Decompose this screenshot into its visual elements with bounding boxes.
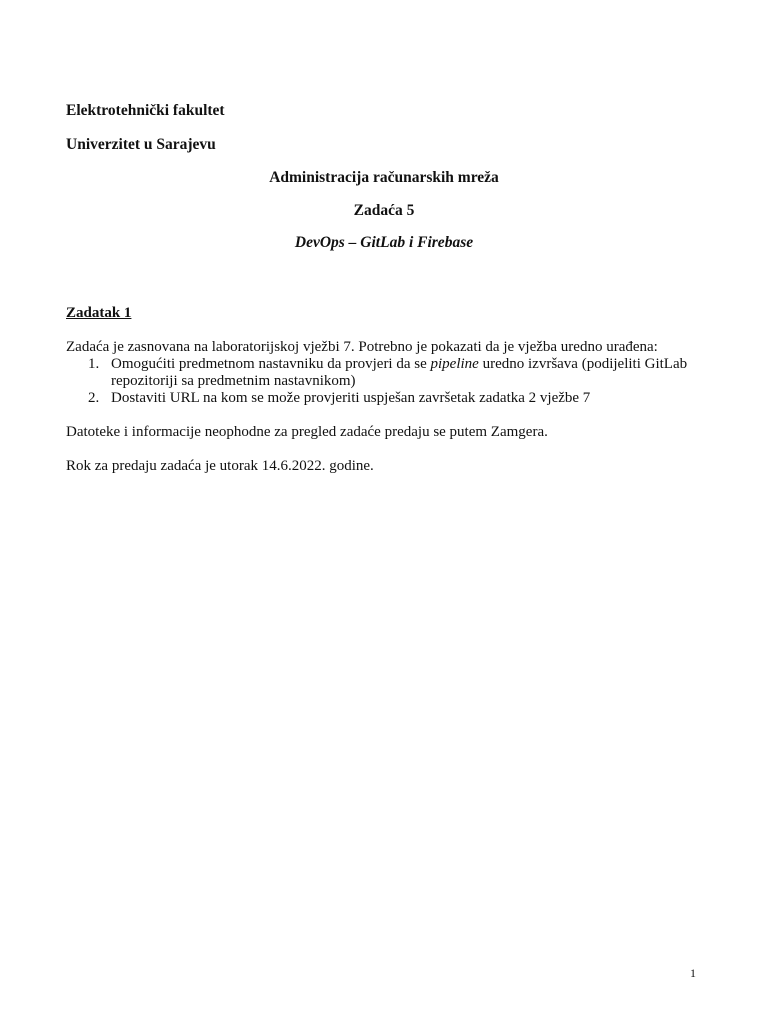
assignment-title: Zadaća 5: [353, 202, 415, 219]
assignment-topic: DevOps – GitLab i Firebase: [294, 234, 474, 251]
submission-info: Datoteke i informacije neophodne za pregled zadaće predaju se putem Zamgera.: [66, 424, 548, 440]
list-item-text-after: uredno izvršava (podijeliti GitLab: [478, 356, 688, 372]
list-item-text: Dostaviti URL na kom se može provjeriti uspješan završetak zadatka 2 vježbe 7: [111, 390, 591, 406]
pipeline-emphasis: pipeline: [430, 356, 479, 372]
list-item-continuation: repozitoriji sa predmetnim nastavnikom): [111, 373, 356, 389]
deadline-text: Rok za predaju zadaća je utorak 14.6.2022. godine.: [66, 458, 374, 474]
list-item-number: 2.: [88, 390, 100, 406]
task-intro: Zadaća je zasnovana na laboratorijskoj vježbi 7. Potrebno je pokazati da je vježba uredno urađena:: [66, 339, 658, 355]
page-number: 1: [690, 966, 696, 980]
list-item-text-before: Omogućiti predmetnom nastavniku da provjeri da se: [111, 356, 431, 372]
course-title: Administracija računarskih mreža: [269, 169, 499, 186]
list-item-text: [111, 355, 687, 373]
task-heading: Zadatak 1: [66, 305, 132, 321]
faculty-name: Elektrotehnički fakultet: [66, 102, 225, 119]
university-name: Univerzitet u Sarajevu: [66, 136, 216, 153]
list-item-number: 1.: [88, 356, 100, 372]
